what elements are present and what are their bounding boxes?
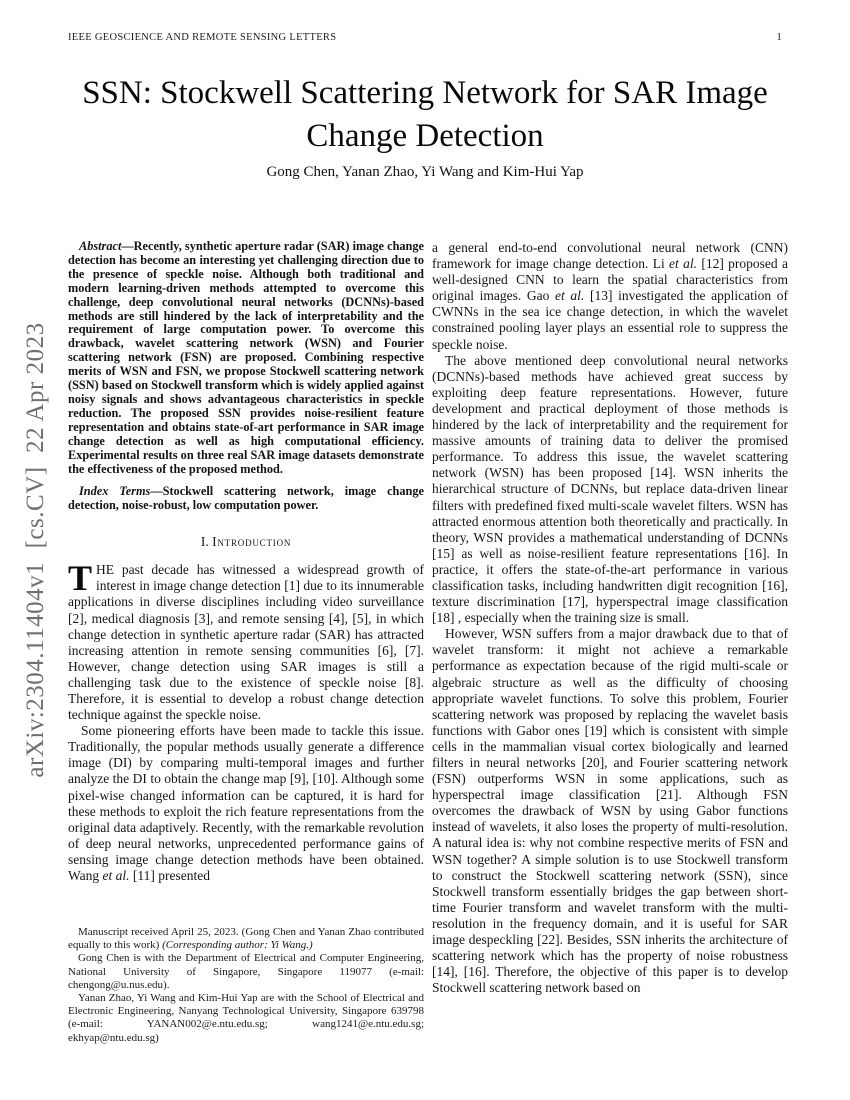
body-paragraph-wsn: The above mentioned deep convolutional neural networks (DCNNs)-based methods have achieved great success by exploiting deep feature representations. However, future development and practical deployment of those methods is hindered by the lack of interpretability and the requirement for massive amounts of training data to deliver the promised performance. To address this issue, the wavelet scattering network (WSN) has been proposed [14]. WSN inherits the hierarchical structure of DCNNs, but replace data-driven linear filters with predefined fixed multi-scale wavelet filters. WSN has attracted enormous attention both theoretically and practically. In theory, WSN provides a mathematical understanding of DCNNs [15] as well as noise-resilient feature representations [16]. In practice, it offers the state-of-the-art performance in various classification tasks, including handwritten digit recognition [16], texture discrimination [17], hyperspectral image classification [18] , especially when the training size is small. (432, 352, 788, 626)
arxiv-watermark: arXiv:2304.11404v1 [cs.CV] 22 Apr 2023 (22, 322, 49, 778)
footnote-gong-chen: Gong Chen is with the Department of Electrical and Computer Engineering, National University of Singapore, Singapore 119077 (e-mail: chengong@u.nus.edu). (68, 952, 424, 991)
intro-second-paragraph: Some pioneering efforts have been made to tackle this issue. Traditionally, the popular methods usually generate a difference image (DI) by comparing multi-temporal images and further analyze the DI to obtain the change map [9], [10]. Although some pixel-wise changed information can be captured, it is hard for these methods to exploit the rich feature representations from the original data adaptively. Recently, with the remarkable revolution of deep neural networks, unprecedented performance gains of sensing image change detection methods have been obtained. Wang et al. [11] presented (68, 723, 424, 883)
left-column (68, 240, 424, 884)
abstract-paragraph (68, 240, 424, 476)
intro-first-paragraph-text: HE past decade has witnessed a widespread growth of interest in image change detection [1] due to its innumerable applications in diverse disciplines including video surveillance [2], medical diagnosis [3], and remote sensing [4], [5], in which change detection in synthetic aperture radar (SAR) has attracted increasing attention in remote sensing communities [6], [7]. However, change detection using SAR images is still a challenging task due to the existence of speckle noise [8]. Therefore, it is essential to develop a robust change detection technique against the speckle noise. (68, 562, 424, 723)
index-terms-label: Index Terms (79, 484, 151, 499)
index-terms-text: —Stockwell scattering network, image change detection, noise-robust, low computation power. (68, 484, 424, 513)
intro-first-paragraph (68, 558, 424, 723)
section-title: Introduction (212, 534, 292, 550)
abstract-text: —Recently, synthetic aperture radar (SAR) image change detection has become an interesting yet challenging direction due to the presence of speckle noise. Although both traditional and modern learning-driven methods attempted to overcome this challenge, deep convolutional neural networks (DCNNs)-based methods are still hindered by the lack of interpretability and the requirement of large computation power. To overcome this drawback, wavelet scattering network (WSN) and Fourier scattering network (FSN) are proposed. Combining respective merits of WSN and FSN, we propose Stockwell scattering network (SSN) based on Stockwell transform which is widely applied against noisy signals and shows advantageous characteristics in speckle reduction. The proposed SSN provides noise-resilient feature representation and obtains state-of-art performance in SAR image change detection as well as high computational efficiency. Experimental results on three real SAR image datasets demonstrate the effectiveness of the proposed method. (68, 239, 424, 476)
drop-cap: T (68, 558, 93, 599)
running-header (68, 32, 782, 43)
paper-title: SSN: Stockwell Scattering Network for SAR Image Change Detection (82, 75, 768, 154)
page-number: 1 (776, 32, 782, 43)
body-paragraph-fsn-ssn: However, WSN suffers from a major drawback due to that of wavelet transform: it might not achieve a remarkable performance as expectation because of the rigid multi-scale or algebraic structure as well as the difficulty of choosing appropriate wavelet functions. To solve this problem, Fourier scattering network was proposed by replacing the wavelet basis functions with Gabor ones [19] which is consistent with simple cells in the mammalian visual cortex biologically and learned filters in neural networks [20], and Fourier scattering network (FSN) outperforms WSN in some applications, such as hyperspectral image classification [21]. Although FSN overcomes the drawback of WSN by using Gabor functions instead of wavelets, it also loses the property of multi-resolution. A natural idea is: why not combine respective merits of FSN and WSN together? A simple solution is to use Stockwell transform to construct the Stockwell scattering network (SSN), since Stockwell transform essentially bridges the gap between short-time Fourier transform and wavelet transform with the multi-resolution in the frequency domain, and it is useful for SAR image despeckling [22]. Besides, SSN inherits the architecture of scattering network which has the property of noise robustness [14], [16]. Therefore, the objective of this paper is to develop Stockwell scattering network based on (432, 626, 788, 996)
body-paragraph-cnn: a general end-to-end convolutional neural network (CNN) framework for image change detection. Li et al. [12] proposed a well-designed CNN to learn the spatial characteristics from original images. Gao et al. [13] investigated the application of CWNNs in the sea ice change detection, in which the wavelet constrained pooling layer plays an essential role to suppress the speckle noise. (432, 240, 788, 352)
abstract-label: Abstract (79, 239, 122, 253)
footnote-manuscript: Manuscript received April 25, 2023. (Gong Chen and Yanan Zhao contributed equally to this work) (Corresponding author: Yi Wang.) (68, 926, 424, 952)
author-footnote (68, 926, 424, 1045)
section-number: I. (200, 534, 209, 550)
authors-line: Gong Chen, Yanan Zhao, Yi Wang and Kim-Hui Yap (266, 164, 584, 180)
right-column (432, 240, 788, 996)
index-terms-paragraph (68, 485, 424, 513)
section-heading-introduction (68, 534, 424, 550)
footnote-ntu-authors: Yanan Zhao, Yi Wang and Kim-Hui Yap are with the School of Electrical and Electronic Engineering, Nanyang Technological University, Singapore 639798 (e-mail: YANAN002@e.ntu.edu.sg; wang1241@e.ntu.edu.sg; ekhyap@ntu.edu.sg) (68, 992, 424, 1044)
journal-name: IEEE GEOSCIENCE AND REMOTE SENSING LETTERS (68, 32, 337, 43)
